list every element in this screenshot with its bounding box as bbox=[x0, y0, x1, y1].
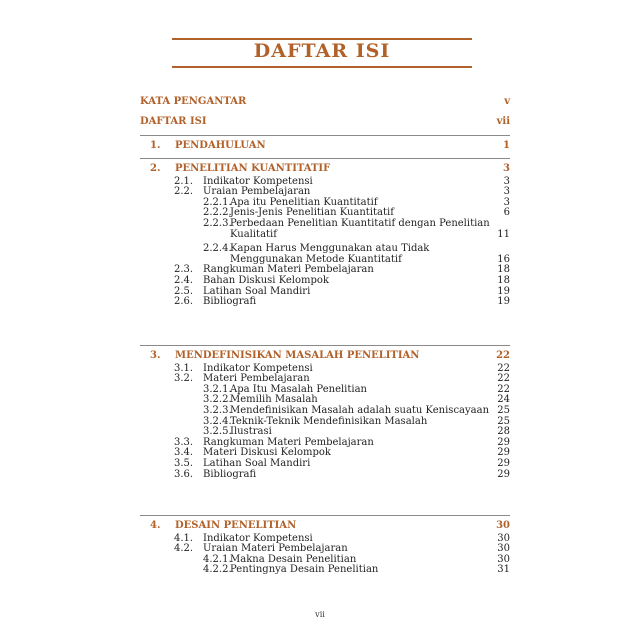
toc-number: 2.2.4. bbox=[203, 243, 232, 255]
toc-number: 3. bbox=[150, 350, 161, 361]
toc-number: 2.2.2. bbox=[203, 207, 232, 219]
toc-number: 3.5. bbox=[174, 457, 194, 469]
toc-page-number: 1 bbox=[503, 140, 510, 151]
toc-label: Bibliografi bbox=[203, 296, 257, 308]
toc-number: 3.2.2. bbox=[203, 394, 232, 406]
toc-page-number: 30 bbox=[497, 532, 510, 544]
toc-number: 1. bbox=[150, 140, 161, 151]
toc-page-number: 22 bbox=[497, 383, 510, 395]
toc-page-number: 29 bbox=[497, 468, 510, 480]
toc-page-number: 22 bbox=[497, 362, 510, 374]
toc-number: 2.5. bbox=[174, 285, 194, 297]
toc-page-number: v bbox=[504, 96, 510, 107]
toc-page-number: 31 bbox=[497, 564, 510, 576]
toc-page-number: 29 bbox=[497, 457, 510, 469]
toc-page-number: 18 bbox=[497, 264, 510, 276]
toc-number: 3.6. bbox=[174, 468, 194, 480]
toc-label: Materi Diskusi Kelompok bbox=[203, 447, 331, 459]
toc-number: 2. bbox=[150, 163, 161, 174]
toc-label: Kapan Harus Menggunakan atau Tidak bbox=[230, 243, 430, 255]
toc-label: Indikator Kompetensi bbox=[203, 362, 313, 374]
title-rule-bottom bbox=[172, 66, 472, 68]
toc-page-number: 11 bbox=[497, 228, 510, 240]
toc-label: Menggunakan Metode Kuantitatif bbox=[230, 253, 402, 265]
toc-label: Latihan Soal Mandiri bbox=[203, 457, 311, 469]
toc-label: Uraian Materi Pembelajaran bbox=[203, 543, 348, 555]
toc-number: 3.3. bbox=[174, 436, 194, 448]
toc-number: 3.2. bbox=[174, 373, 194, 385]
toc-label: Latihan Soal Mandiri bbox=[203, 285, 311, 297]
toc-label: Pentingnya Desain Penelitian bbox=[230, 564, 379, 576]
toc-number: 4.2. bbox=[174, 543, 194, 555]
toc-page-number: 18 bbox=[497, 274, 510, 286]
toc-page-number: 6 bbox=[503, 207, 510, 219]
toc-page-number: vii bbox=[496, 116, 510, 127]
toc-page-number: 3 bbox=[503, 175, 510, 187]
toc-label: Apa itu Penelitian Kuantitatif bbox=[230, 196, 378, 208]
chapter-divider bbox=[140, 515, 510, 516]
toc-number: 2.1. bbox=[174, 175, 194, 187]
toc-number: 3.2.4. bbox=[203, 415, 232, 427]
toc-label: Apa Itu Masalah Penelitian bbox=[230, 383, 367, 395]
toc-page-number: 25 bbox=[497, 404, 510, 416]
toc-page-number: 3 bbox=[503, 163, 510, 174]
toc-label: Teknik-Teknik Mendefinisikan Masalah bbox=[230, 415, 428, 427]
toc-label: Mendefinisikan Masalah adalah suatu Keniscayaan bbox=[230, 404, 490, 416]
toc-page-number: 25 bbox=[497, 415, 510, 427]
toc-page-number: 22 bbox=[497, 373, 510, 385]
toc-label: Makna Desain Penelitian bbox=[230, 553, 357, 565]
toc-label: MENDEFINISIKAN MASALAH PENELITIAN bbox=[175, 350, 420, 361]
toc-page-number: 29 bbox=[497, 447, 510, 459]
toc-label: Uraian Pembelajaran bbox=[203, 186, 311, 198]
toc-number: 4.1. bbox=[174, 532, 194, 544]
page-title: DAFTAR ISI bbox=[253, 40, 391, 62]
toc-number: 2.2.3. bbox=[203, 217, 232, 229]
toc-page-number: 30 bbox=[497, 543, 510, 555]
toc-number: 4. bbox=[150, 520, 161, 531]
toc-number: 3.2.3. bbox=[203, 404, 232, 416]
toc-label: Memilih Masalah bbox=[230, 394, 318, 406]
toc-label: KATA PENGANTAR bbox=[140, 96, 247, 107]
toc-page-number: 29 bbox=[497, 436, 510, 448]
toc-label: Jenis-Jenis Penelitian Kuantitatif bbox=[230, 207, 394, 219]
toc-label: DAFTAR ISI bbox=[140, 116, 207, 127]
toc-number: 2.6. bbox=[174, 296, 194, 308]
toc-label: Bahan Diskusi Kelompok bbox=[203, 274, 329, 286]
toc-label: PENELITIAN KUANTITATIF bbox=[175, 163, 331, 174]
toc-number: 3.4. bbox=[174, 447, 194, 459]
toc-number: 3.2.5. bbox=[203, 426, 232, 438]
chapter-divider bbox=[140, 135, 510, 136]
toc-label: DESAIN PENELITIAN bbox=[175, 520, 297, 531]
toc-label: Indikator Kompetensi bbox=[203, 532, 313, 544]
toc-number: 4.2.2. bbox=[203, 564, 232, 576]
toc-number: 3.2.1. bbox=[203, 383, 232, 395]
toc-label: Kualitatif bbox=[230, 228, 277, 240]
toc-page-number: 19 bbox=[497, 285, 510, 297]
toc-page-number: 30 bbox=[497, 553, 510, 565]
chapter-divider bbox=[140, 345, 510, 346]
toc-label: Ilustrasi bbox=[230, 426, 272, 438]
toc-page-number: 19 bbox=[497, 296, 510, 308]
toc-label: Rangkuman Materi Pembelajaran bbox=[203, 436, 374, 448]
toc-page-number: 28 bbox=[497, 426, 510, 438]
toc-label: PENDAHULUAN bbox=[175, 140, 266, 151]
toc-number: 4.2.1. bbox=[203, 553, 232, 565]
toc-page-number: 3 bbox=[503, 196, 510, 208]
toc-label: Rangkuman Materi Pembelajaran bbox=[203, 264, 374, 276]
toc-page-number: 22 bbox=[496, 350, 510, 361]
chapter-divider bbox=[140, 158, 510, 159]
toc-page-number: 30 bbox=[496, 520, 510, 531]
toc-number: 2.3. bbox=[174, 264, 194, 276]
toc-number: 2.4. bbox=[174, 274, 194, 286]
page-number-footer: vii bbox=[315, 610, 325, 619]
toc-label: Indikator Kompetensi bbox=[203, 175, 313, 187]
toc-label: Perbedaan Penelitian Kuantitatif dengan Penelitian bbox=[230, 217, 490, 229]
toc-label: Bibliografi bbox=[203, 468, 257, 480]
toc-number: 2.2. bbox=[174, 186, 194, 198]
toc-number: 3.1. bbox=[174, 362, 194, 374]
toc-label: Materi Pembelajaran bbox=[203, 373, 310, 385]
toc-page-number: 24 bbox=[497, 394, 510, 406]
toc-page-number: 16 bbox=[497, 253, 510, 265]
toc-number: 2.2.1. bbox=[203, 196, 232, 208]
toc-page-number: 3 bbox=[503, 186, 510, 198]
